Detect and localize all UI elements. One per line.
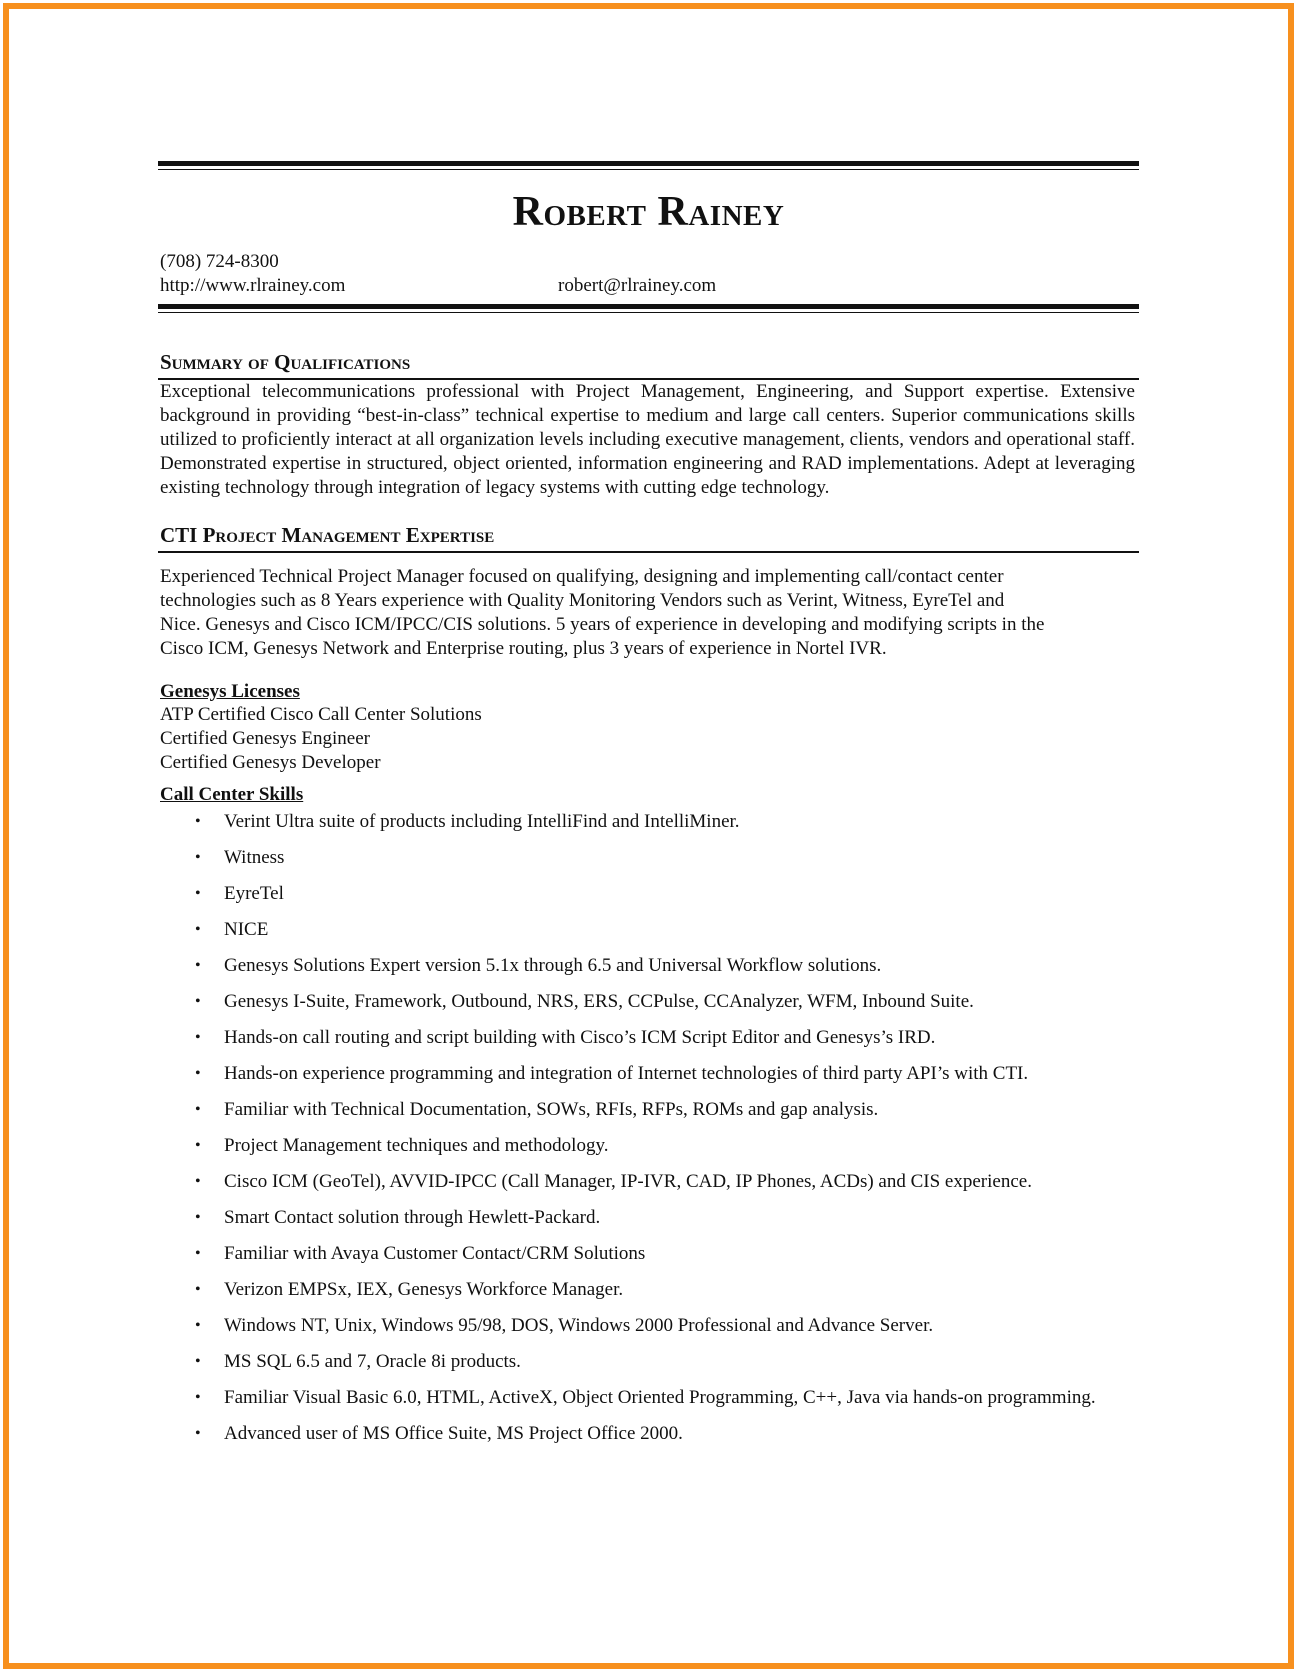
skill-text: Genesys Solutions Expert version 5.1x through 6.5 and Universal Workflow solutions.: [224, 955, 882, 976]
skill-item: [158, 1350, 1139, 1374]
skill-item: [158, 1242, 1139, 1266]
license-item: Certified Genesys Engineer: [160, 728, 370, 749]
header-top-rule-thin: [158, 169, 1139, 170]
skill-text: Cisco ICM (GeoTel), AVVID-IPCC (Call Manager, IP-IVR, CAD, IP Phones, ACDs) and CIS experience.: [224, 1171, 1032, 1192]
bullet-icon: •: [195, 813, 201, 830]
skill-item: [158, 990, 1139, 1014]
skill-text: Hands-on call routing and script building with Cisco’s ICM Script Editor and Genesys’s IRD.: [224, 1027, 936, 1048]
skills-list: [158, 810, 1139, 1446]
contact-rule-thin: [158, 312, 1139, 313]
skill-item: [158, 1314, 1139, 1338]
skill-item: [158, 882, 1139, 906]
skill-text: Windows NT, Unix, Windows 95/98, DOS, Windows 2000 Professional and Advance Server.: [224, 1315, 934, 1336]
bullet-icon: •: [195, 1065, 201, 1082]
skill-item: [158, 1098, 1139, 1122]
licenses-list: [158, 703, 1139, 775]
cti-text: [158, 565, 1139, 661]
skill-text: Familiar Visual Basic 6.0, HTML, ActiveX, Object Oriented Programming, C++, Java via hands-on programming.: [224, 1387, 1096, 1408]
skill-item: [158, 1422, 1139, 1446]
license-item: ATP Certified Cisco Call Center Solutions: [160, 704, 482, 725]
skill-text: Verint Ultra suite of products including IntelliFind and IntelliMiner.: [224, 811, 740, 832]
licenses-heading: Genesys Licenses: [160, 681, 300, 702]
summary-section: [158, 349, 1139, 500]
licenses-section: [158, 681, 1139, 775]
skill-item: [158, 918, 1139, 942]
bullet-icon: •: [195, 1101, 201, 1118]
skill-item: [158, 1206, 1139, 1230]
skill-item: [158, 1386, 1139, 1410]
skill-item: [158, 1062, 1139, 1086]
cti-section: [158, 522, 1139, 661]
bullet-icon: •: [195, 1281, 201, 1298]
bullet-icon: •: [195, 1317, 201, 1334]
bullet-icon: •: [195, 1173, 201, 1190]
summary-text: Exceptional telecommunications professional with Project Management, Engineering, and Support expertise. Extensive background in providing “best-in-class” technical expertise to medium and large call centers. Superior communications skills utilized to proficiently interact at all organization levels including executive management, clients, vendors and operational staff. Demonstrated expertise in structured, object oriented, information engineering and RAD implementations. Adept at leveraging existing technology through integration of legacy systems with cutting edge technology.: [160, 381, 1135, 498]
bullet-icon: •: [195, 1137, 201, 1154]
skill-text: Witness: [224, 847, 285, 868]
skill-item: [158, 810, 1139, 834]
license-item: Certified Genesys Developer: [160, 752, 381, 773]
cti-heading: CTI Project Management Expertise: [160, 523, 495, 547]
skill-text: NICE: [224, 919, 269, 940]
bullet-icon: •: [195, 849, 201, 866]
skill-item: [158, 1026, 1139, 1050]
phone-number: (708) 724-8300: [160, 251, 279, 272]
skill-text: Familiar with Avaya Customer Contact/CRM Solutions: [224, 1243, 646, 1264]
skill-text: Smart Contact solution through Hewlett-Packard.: [224, 1207, 601, 1228]
header-top-rule: [158, 161, 1139, 166]
skill-item: [158, 1134, 1139, 1158]
skill-text: Hands-on experience programming and integration of Internet technologies of third party API’s with CTI.: [224, 1063, 1029, 1084]
skill-text: Project Management techniques and methodology.: [224, 1135, 609, 1156]
bullet-icon: •: [195, 1245, 201, 1262]
skills-section: [158, 784, 1139, 1446]
skill-text: Familiar with Technical Documentation, SOWs, RFIs, RFPs, ROMs and gap analysis.: [224, 1099, 879, 1120]
skill-item: [158, 1170, 1139, 1194]
bullet-icon: •: [195, 993, 201, 1010]
bullet-icon: •: [195, 957, 201, 974]
skill-text: Verizon EMPSx, IEX, Genesys Workforce Manager.: [224, 1279, 624, 1300]
bullet-icon: •: [195, 1353, 201, 1370]
cti-line: technologies such as 8 Years experience with Quality Monitoring Vendors such as Verint, Witness, EyreTel and: [160, 590, 1005, 611]
summary-heading: Summary of Qualifications: [160, 350, 411, 374]
skill-item: [158, 846, 1139, 870]
resume-page: [158, 161, 1139, 1458]
contact-block: [158, 250, 1139, 298]
bullet-icon: •: [195, 885, 201, 902]
contact-row: [160, 274, 1139, 298]
resume-name: Robert Rainey: [512, 189, 785, 235]
bullet-icon: •: [195, 1389, 201, 1406]
skill-item: [158, 954, 1139, 978]
bullet-icon: •: [195, 1029, 201, 1046]
skill-text: Advanced user of MS Office Suite, MS Project Office 2000.: [224, 1423, 683, 1444]
cti-line: Cisco ICM, Genesys Network and Enterprise routing, plus 3 years of experience in Nortel IVR.: [160, 638, 887, 659]
email-link[interactable]: robert@rlrainey.com: [558, 275, 717, 296]
skill-item: [158, 1278, 1139, 1302]
skill-text: Genesys I-Suite, Framework, Outbound, NRS, ERS, CCPulse, CCAnalyzer, WFM, Inbound Suite.: [224, 991, 974, 1012]
cti-rule: [158, 551, 1139, 553]
bullet-icon: •: [195, 921, 201, 938]
contact-rule-thick: [158, 304, 1139, 309]
website-link[interactable]: http://www.rlrainey.com: [160, 275, 346, 296]
skills-heading: Call Center Skills: [160, 784, 304, 805]
cti-line: Nice. Genesys and Cisco ICM/IPCC/CIS solutions. 5 years of experience in developing and modifying scripts in the: [160, 614, 1045, 635]
contact-rule: [158, 304, 1139, 313]
skill-text: EyreTel: [224, 883, 284, 904]
skill-text: MS SQL 6.5 and 7, Oracle 8i products.: [224, 1351, 521, 1372]
bullet-icon: •: [195, 1425, 201, 1442]
bullet-icon: •: [195, 1209, 201, 1226]
cti-line: Experienced Technical Project Manager focused on qualifying, designing and implementing call/contact center: [160, 566, 1004, 587]
